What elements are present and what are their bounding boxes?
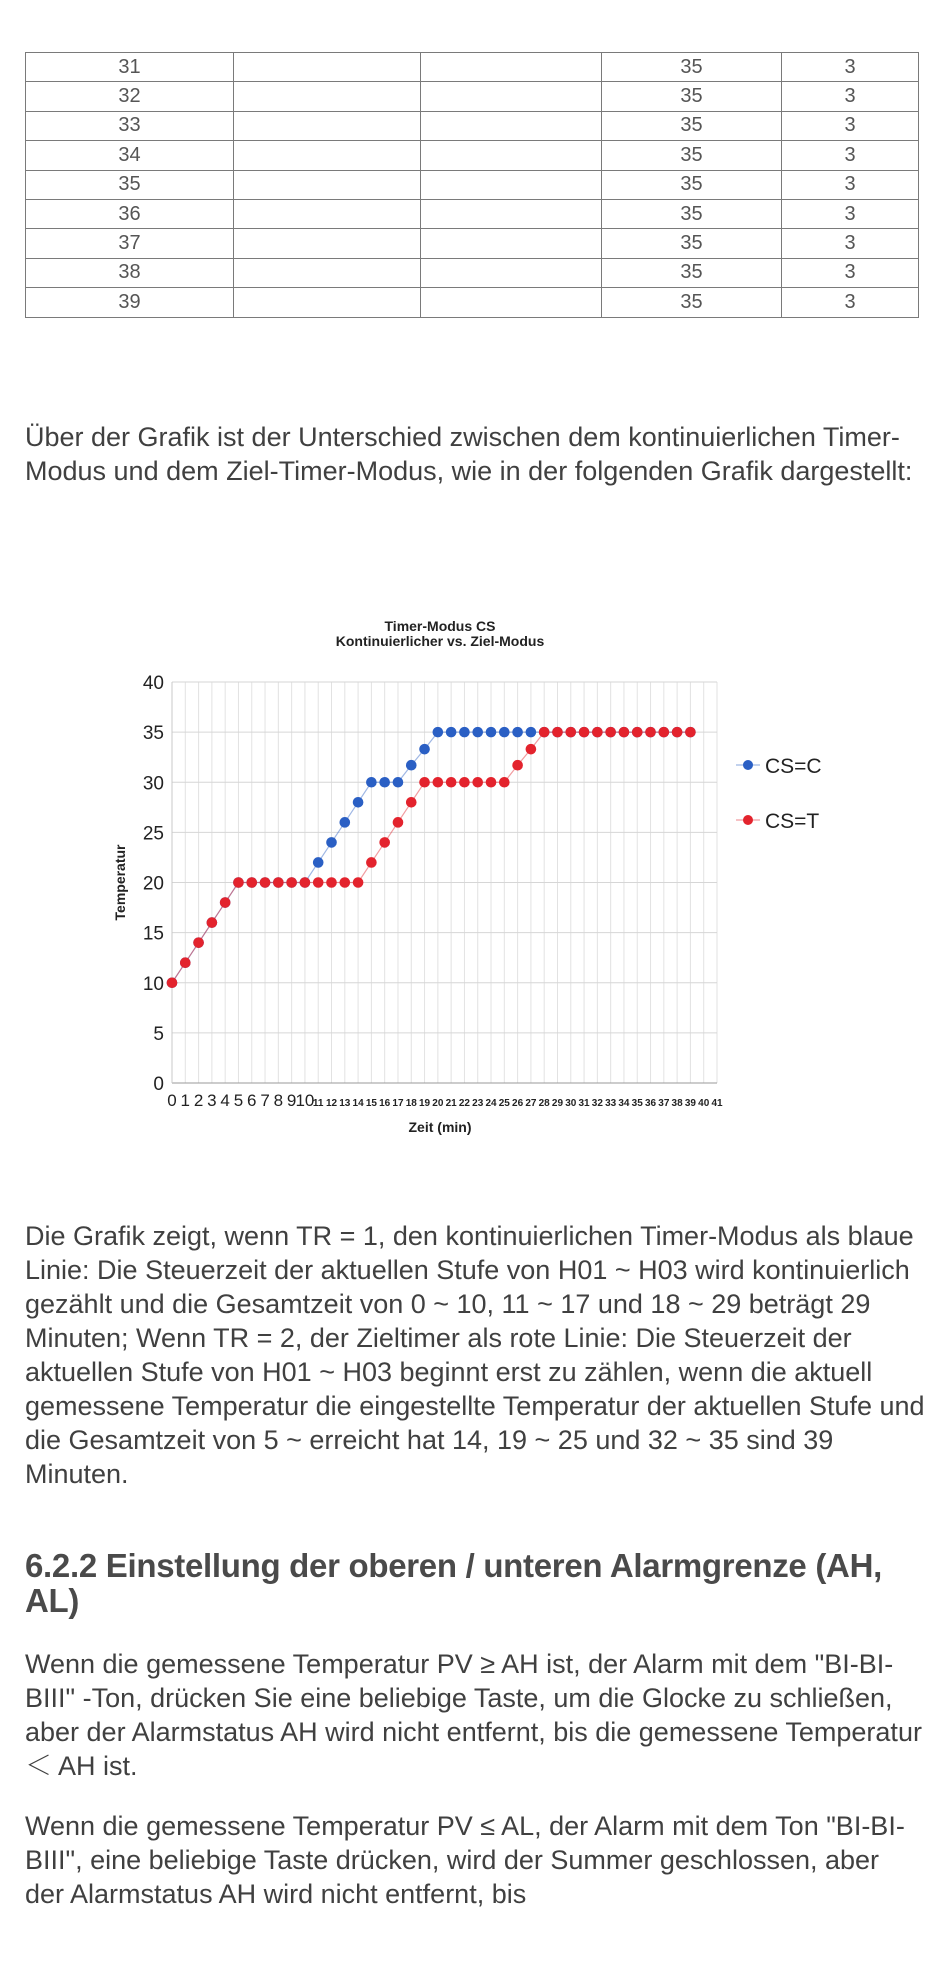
data-point	[207, 917, 218, 928]
table-cell: 35	[602, 111, 782, 140]
data-point	[233, 877, 244, 888]
table-row	[26, 53, 919, 82]
table-cell: 3	[782, 82, 919, 111]
data-point	[366, 857, 377, 868]
table-cell: 35	[602, 229, 782, 258]
intro-paragraph: Über der Grafik ist der Unterschied zwischen dem kontinuierlichen Timer-Modus und dem Ziel-Timer-Modus, wie in der folgenden Grafik dargestellt:	[25, 422, 913, 486]
data-point	[326, 837, 337, 848]
x-tick-label: 8	[273, 1091, 284, 1110]
legend-label: CS=T	[765, 810, 820, 833]
data-point	[565, 727, 576, 738]
table-cell	[421, 141, 602, 170]
table-row	[26, 229, 919, 258]
data-point	[379, 837, 390, 848]
x-tick-label: 29	[551, 1098, 564, 1109]
series-line-red	[172, 732, 690, 983]
table-cell: 32	[26, 82, 234, 111]
table-cell: 39	[26, 288, 234, 317]
data-point	[340, 877, 351, 888]
y-tick-label: 40	[142, 673, 164, 694]
table-cell	[421, 82, 602, 111]
table-cell: 36	[26, 199, 234, 228]
data-point	[419, 744, 430, 755]
y-tick-label: 35	[142, 723, 164, 745]
y-tick-label: 25	[142, 823, 164, 845]
x-tick-label: 14	[352, 1098, 364, 1109]
table-cell	[421, 170, 602, 199]
data-point	[446, 727, 457, 738]
table-cell: 38	[26, 258, 234, 287]
table-cell: 35	[602, 53, 782, 82]
x-tick-label: 10	[295, 1091, 315, 1110]
section-heading: 6.2.2 Einstellung der oberen / unteren Alarmgrenze (AH, AL)	[25, 1547, 882, 1619]
table-row	[26, 258, 919, 287]
x-tick-label: 9	[286, 1091, 297, 1110]
table-cell: 31	[26, 53, 234, 82]
table-cell: 3	[782, 53, 919, 82]
chart-subtitle: Kontinuierlicher vs. Ziel-Modus	[335, 633, 545, 649]
data-point	[605, 727, 616, 738]
x-tick-label: 26	[512, 1098, 524, 1109]
x-tick-label: 12	[325, 1098, 338, 1109]
data-point	[273, 877, 284, 888]
legend-marker	[743, 760, 753, 770]
x-tick-label: 35	[631, 1098, 643, 1109]
table-row	[26, 141, 919, 170]
data-point	[645, 727, 656, 738]
table-cell: 3	[782, 199, 919, 228]
y-tick-label: 20	[142, 873, 164, 895]
table-cell	[234, 258, 421, 287]
table-cell: 33	[26, 111, 234, 140]
table-cell	[234, 82, 421, 111]
chart-title: Timer-Modus CS	[384, 618, 496, 634]
table-cell	[421, 288, 602, 317]
data-point	[486, 777, 497, 788]
y-tick-label: 15	[142, 923, 164, 945]
table-cell	[421, 229, 602, 258]
x-tick-label: 34	[618, 1098, 630, 1109]
data-point	[419, 777, 430, 788]
table-row	[26, 111, 919, 140]
data-point	[446, 777, 457, 788]
data-point	[193, 937, 204, 948]
data-point	[459, 727, 470, 738]
alarm-low-paragraph: Wenn die gemessene Temperatur PV ≤ AL, der Alarm mit dem Ton "BI-BI-BIII", eine beliebige Taste drücken, wird der Summer geschlossen, aber der Alarmstatus AH wird nicht entfernt, bis	[25, 1811, 905, 1909]
data-point	[433, 777, 444, 788]
data-point	[579, 727, 590, 738]
table-cell: 3	[782, 258, 919, 287]
data-point	[472, 727, 483, 738]
data-point	[472, 777, 483, 788]
timer-mode-chart	[100, 610, 822, 1180]
data-point	[326, 877, 337, 888]
x-tick-label: 37	[658, 1098, 670, 1109]
table-row	[26, 199, 919, 228]
data-point	[685, 727, 696, 738]
x-tick-label: 27	[525, 1098, 537, 1109]
data-point	[366, 777, 377, 788]
x-axis-label: Zeit (min)	[408, 1119, 472, 1135]
data-point	[499, 777, 510, 788]
table-cell	[234, 111, 421, 140]
table-cell	[421, 199, 602, 228]
y-axis-label: Temperatur	[112, 844, 128, 921]
y-tick-label: 0	[153, 1074, 164, 1095]
table-cell: 35	[602, 141, 782, 170]
data-point	[379, 777, 390, 788]
data-point	[459, 777, 470, 788]
data-point	[260, 877, 271, 888]
data-point	[499, 727, 510, 738]
x-tick-label: 23	[472, 1098, 484, 1109]
x-tick-label: 15	[365, 1098, 377, 1109]
x-tick-label: 1	[180, 1091, 191, 1110]
x-tick-label: 3	[207, 1091, 217, 1110]
table-cell	[421, 53, 602, 82]
table-cell	[234, 288, 421, 317]
data-point	[313, 877, 324, 888]
x-tick-label: 21	[445, 1098, 457, 1109]
alarm-high-paragraph: Wenn die gemessene Temperatur PV ≥ AH ist, der Alarm mit dem "BI-BI-BIII" -Ton, drücken Sie eine beliebige Taste, um die Glocke zu schließen, aber der Alarmstatus AH wird nicht entfernt, bis die gemessene Temperatur ＜ AH ist.	[25, 1649, 922, 1781]
data-point	[393, 777, 404, 788]
x-tick-label: 40	[698, 1098, 710, 1109]
data-point	[552, 727, 563, 738]
legend-marker	[743, 815, 753, 825]
table-cell: 35	[602, 258, 782, 287]
table-cell: 3	[782, 288, 919, 317]
x-tick-label: 17	[392, 1098, 404, 1109]
table-row	[26, 288, 919, 317]
x-tick-label: 20	[432, 1098, 444, 1109]
x-tick-label: 19	[418, 1098, 431, 1109]
table-cell	[421, 258, 602, 287]
x-tick-label: 6	[247, 1091, 257, 1110]
y-tick-label: 30	[142, 773, 164, 795]
table-row	[26, 82, 919, 111]
table-cell	[234, 170, 421, 199]
table-cell: 3	[782, 141, 919, 170]
table-cell: 35	[602, 82, 782, 111]
description-paragraph: Die Grafik zeigt, wenn TR = 1, den kontinuierlichen Timer-Modus als blaue Linie: Die Steuerzeit der aktuellen Stufe von H01 ~ H03 wird kontinuierlich gezählt und die Gesamtzeit von 0 ~ 10, 11 ~ 17 und 18 ~ 29 beträgt 29 Minuten; Wenn TR = 2, der Zieltimer als rote Linie: Die Steuerzeit der aktuellen Stufe von H01 ~ H03 beginnt erst zu zählen, wenn die aktuell gemessene Temperatur die eingestellte Temperatur der aktuellen Stufe und die Gesamtzeit von 5 ~ erreicht hat 14, 19 ~ 25 und 32 ~ 35 sind 39 Minuten.	[25, 1221, 925, 1489]
table-cell: 35	[602, 199, 782, 228]
x-tick-label: 28	[538, 1098, 550, 1109]
table-cell: 3	[782, 170, 919, 199]
data-point	[526, 744, 537, 755]
x-tick-label: 16	[379, 1098, 391, 1109]
x-tick-label: 41	[711, 1098, 723, 1109]
table-cell	[234, 199, 421, 228]
data-point	[619, 727, 630, 738]
data-point	[486, 727, 497, 738]
table-cell	[234, 229, 421, 258]
data-point	[286, 877, 297, 888]
legend-label: CS=C	[765, 755, 822, 778]
y-tick-label: 10	[142, 973, 164, 995]
data-point	[313, 857, 324, 868]
x-tick-label: 4	[220, 1091, 230, 1110]
data-point	[512, 760, 523, 771]
table-cell	[421, 111, 602, 140]
parameter-table	[25, 52, 919, 318]
x-tick-label: 7	[260, 1091, 270, 1110]
x-tick-label: 5	[233, 1091, 244, 1110]
x-tick-label: 0	[167, 1091, 177, 1110]
x-tick-label: 24	[485, 1098, 497, 1109]
x-tick-label: 25	[498, 1098, 510, 1109]
data-point	[406, 797, 417, 808]
data-point	[512, 727, 523, 738]
table-cell	[234, 141, 421, 170]
x-tick-label: 22	[458, 1098, 471, 1109]
data-point	[632, 727, 643, 738]
data-point	[539, 727, 550, 738]
table-cell: 35	[602, 288, 782, 317]
x-tick-label: 11	[312, 1098, 324, 1109]
data-point	[592, 727, 603, 738]
x-tick-label: 13	[339, 1098, 351, 1109]
x-tick-label: 31	[578, 1098, 590, 1109]
x-tick-label: 30	[565, 1098, 577, 1109]
x-tick-label: 18	[405, 1098, 417, 1109]
data-point	[180, 957, 191, 968]
data-point	[167, 977, 178, 988]
table-cell: 35	[26, 170, 234, 199]
table-row	[26, 170, 919, 199]
data-point	[672, 727, 683, 738]
x-tick-label: 33	[605, 1098, 617, 1109]
table-cell: 3	[782, 229, 919, 258]
x-tick-label: 36	[644, 1098, 657, 1109]
parameter-table-body	[26, 53, 919, 318]
data-point	[340, 817, 351, 828]
series-line-blue	[172, 732, 690, 983]
data-point	[246, 877, 257, 888]
data-point	[526, 727, 537, 738]
data-point	[433, 727, 444, 738]
table-cell: 3	[782, 111, 919, 140]
data-point	[300, 877, 311, 888]
table-cell: 37	[26, 229, 234, 258]
data-point	[353, 877, 364, 888]
x-tick-label: 2	[193, 1091, 204, 1110]
table-cell: 34	[26, 141, 234, 170]
data-point	[353, 797, 364, 808]
data-point	[406, 760, 417, 771]
table-cell	[234, 53, 421, 82]
y-tick-label: 5	[153, 1023, 164, 1045]
table-cell: 35	[602, 170, 782, 199]
data-point	[659, 727, 670, 738]
data-point	[393, 817, 404, 828]
data-point	[220, 897, 231, 908]
x-tick-label: 38	[671, 1098, 683, 1109]
x-tick-label: 32	[591, 1098, 603, 1109]
x-tick-label: 39	[684, 1098, 696, 1109]
